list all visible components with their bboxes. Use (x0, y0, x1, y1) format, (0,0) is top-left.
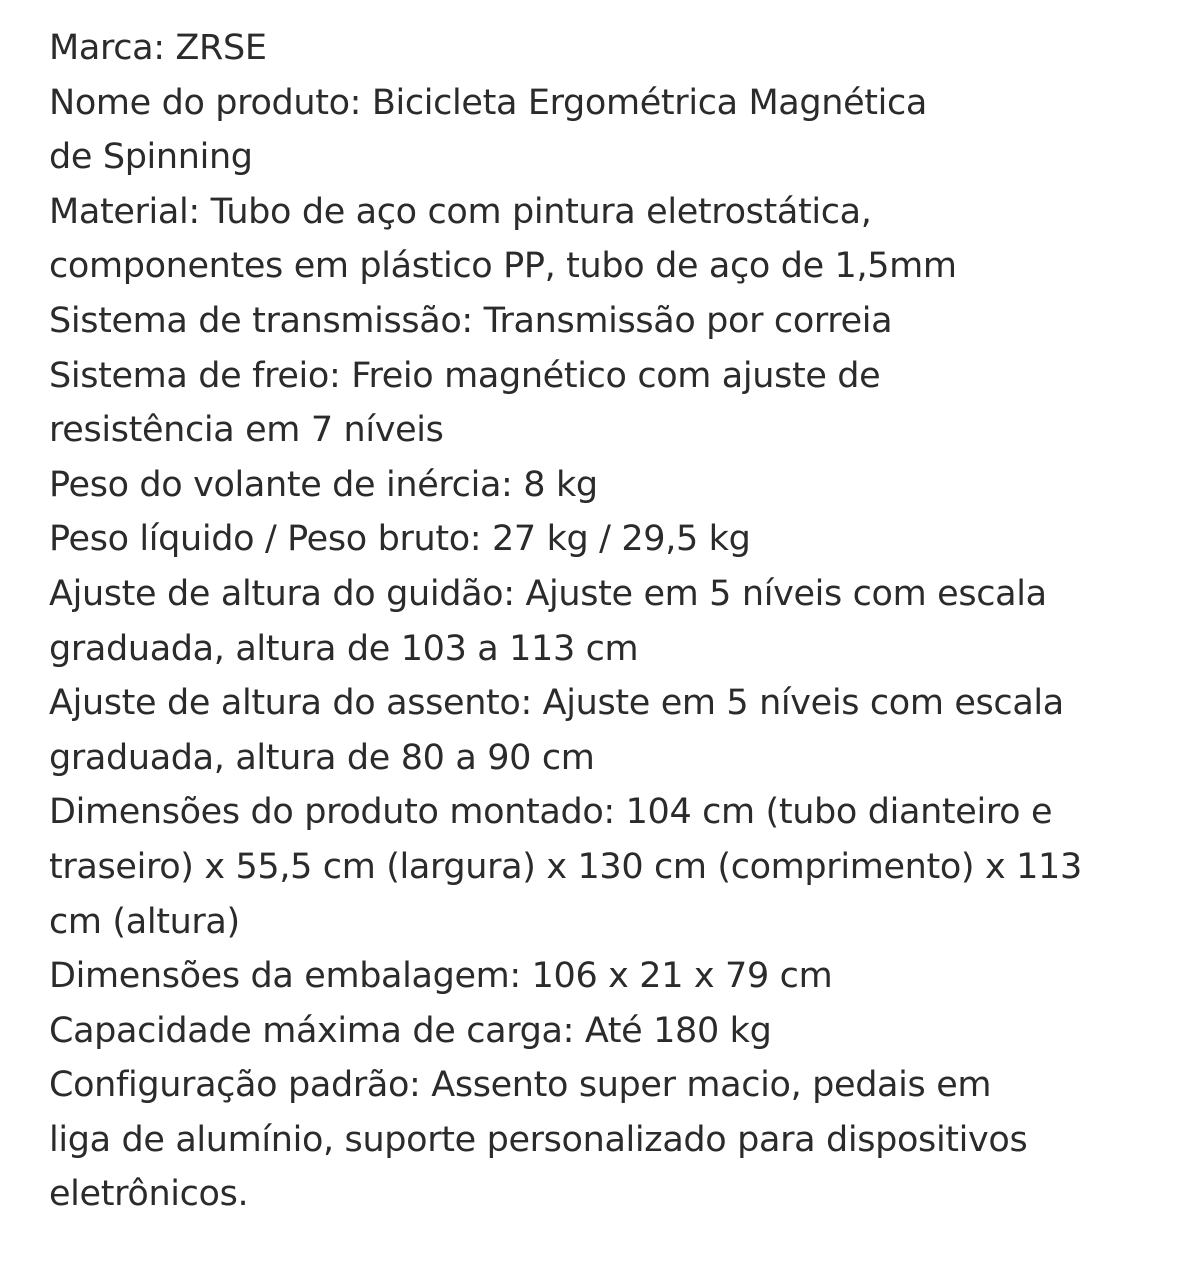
spec-flywheel-weight: Peso do volante de inércia: 8 kg (49, 464, 598, 505)
spec-default-config-cont: liga de alumínio, suporte personalizado para dispositivos (49, 1119, 1028, 1160)
spec-brake-cont: resistência em 7 níveis (49, 410, 444, 451)
spec-seat-height-cont: graduada, altura de 80 a 90 cm (49, 737, 595, 778)
spec-assembled-dimensions-cont: traseiro) x 55,5 cm (largura) x 130 cm (comprimento) x 113 (49, 846, 1082, 887)
spec-assembled-dimensions-cont-2: cm (altura) (49, 901, 240, 942)
spec-material: Material: Tubo de aço com pintura eletrostática, (49, 191, 872, 232)
product-spec-list (49, 21, 1169, 1222)
spec-handlebar-height: Ajuste de altura do guidão: Ajuste em 5 níveis com escala (49, 573, 1047, 614)
spec-package-dimensions: Dimensões da embalagem: 106 x 21 x 79 cm (49, 956, 833, 997)
spec-material-cont: componentes em plástico PP, tubo de aço de 1,5mm (49, 246, 957, 287)
spec-handlebar-height-cont: graduada, altura de 103 a 113 cm (49, 628, 639, 669)
spec-brake: Sistema de freio: Freio magnético com ajuste de (49, 355, 881, 396)
spec-brand: Marca: ZRSE (49, 28, 267, 68)
spec-transmission: Sistema de transmissão: Transmissão por correia (49, 300, 893, 341)
spec-assembled-dimensions: Dimensões do produto montado: 104 cm (tubo dianteiro e (49, 792, 1053, 833)
spec-default-config: Configuração padrão: Assento super macio, pedais em (49, 1065, 992, 1106)
spec-default-config-cont-2: eletrônicos. (49, 1174, 249, 1215)
spec-product-name: Nome do produto: Bicicleta Ergométrica Magnética (49, 82, 928, 123)
spec-net-gross-weight: Peso líquido / Peso bruto: 27 kg / 29,5 kg (49, 519, 751, 560)
spec-max-load: Capacidade máxima de carga: Até 180 kg (49, 1010, 772, 1051)
spec-product-name-cont: de Spinning (49, 137, 253, 178)
spec-seat-height: Ajuste de altura do assento: Ajuste em 5 níveis com escala (49, 683, 1064, 724)
